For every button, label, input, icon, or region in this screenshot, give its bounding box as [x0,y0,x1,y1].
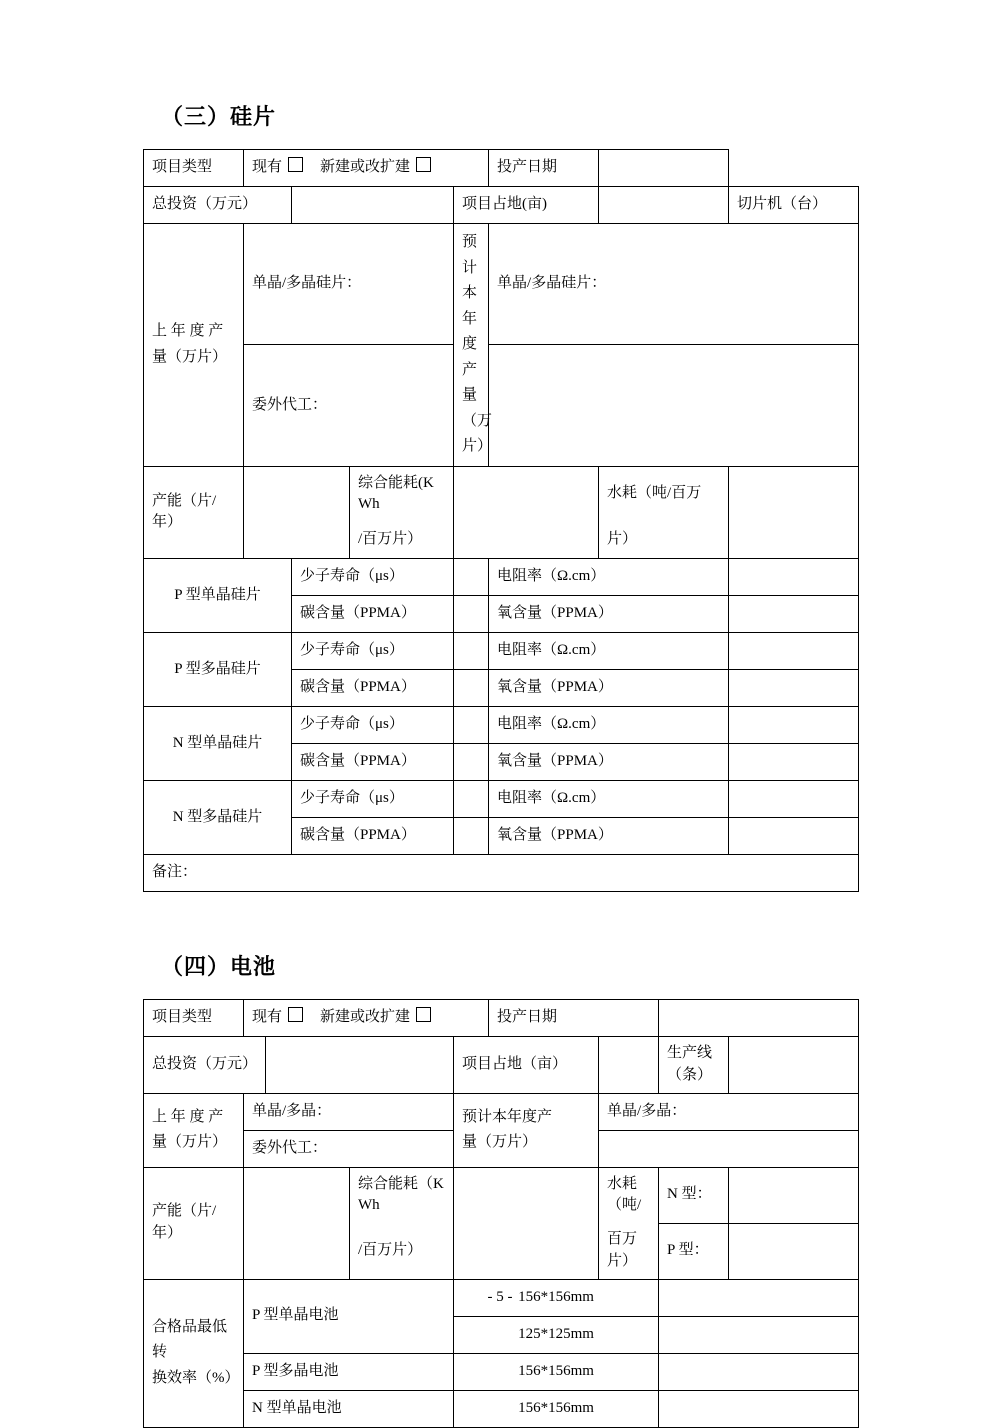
param-right-value[interactable] [729,744,859,781]
cell-type-name: P 型多晶电池 [244,1353,454,1390]
this-year-forecast-label [454,1093,599,1167]
forecast-line2: 量（万片） [462,387,493,454]
new-expand-label: 新建或改扩建 [320,159,411,176]
table-row [144,345,859,466]
last-year-output-line2: 量（万片） [152,348,228,365]
production-date-label: 投产日期 [489,150,599,187]
cell-value[interactable] [659,1353,859,1390]
new-expand-checkbox[interactable] [416,1007,431,1022]
table-row [144,150,859,187]
project-type-options[interactable] [244,150,489,187]
table-row [144,1000,859,1037]
forecast-line2: 量（万片） [462,1134,538,1150]
param-right-label: 氧含量（PPMA） [489,670,729,707]
table-row [144,224,859,345]
wafer-type-name: N 型单晶硅片 [144,707,292,781]
param-left-value[interactable] [454,633,489,670]
capacity-label: 产能（片/年） [144,466,244,559]
param-right-label: 氧含量（PPMA） [489,744,729,781]
param-left-label: 碳含量（PPMA） [292,596,454,633]
water-p-value[interactable] [729,1223,859,1279]
table-row [144,1390,859,1427]
water-label-line1: 水耗（吨/百万 [599,466,729,522]
energy-label-line1: 综合能耗（KWh [350,1167,454,1223]
table-row [144,1167,859,1223]
param-left-value[interactable] [454,670,489,707]
last-year-output-line2: 量（万片） [152,1134,228,1150]
existing-checkbox[interactable] [288,1007,303,1022]
energy-value[interactable] [454,466,599,559]
mono-poly-wafer-label[interactable]: 单晶/多晶硅片： [244,224,454,345]
project-type-label: 项目类型 [144,1000,244,1037]
table-row [144,1037,859,1094]
table-row [144,633,859,670]
energy-label-line2: /百万片） [350,1223,454,1279]
table-row [144,559,859,596]
water-label-line2: 片） [599,522,729,559]
project-type-label: 项目类型 [144,150,244,187]
line-value[interactable] [729,1037,859,1094]
land-label: 项目占地(亩) [454,187,599,224]
outsourcing-label[interactable]: 委外代工： [244,345,454,466]
forecast-line1: 预计本年度产 [462,1108,553,1125]
cell-form-table [143,999,859,1428]
efficiency-line2: 换效率（%） [152,1369,240,1386]
param-right-value[interactable] [729,633,859,670]
param-left-label: 少子寿命（μs） [292,559,454,596]
param-right-value[interactable] [729,596,859,633]
cell-size: 156*156mm [454,1390,659,1427]
wafer-form-table [143,149,859,892]
param-right-value[interactable] [729,670,859,707]
param-left-value[interactable] [454,596,489,633]
energy-label-line1: 综合能耗(KWh [350,466,454,522]
production-date-value[interactable] [659,1000,859,1037]
param-right-label: 电阻率（Ω.cm） [489,559,729,596]
production-date-value[interactable] [599,150,729,187]
capacity-value[interactable] [244,466,350,559]
note-label[interactable]: 备注： [144,855,859,892]
existing-label: 现有 [252,1009,283,1026]
this-year-forecast-label [454,224,493,467]
param-left-value[interactable] [454,818,489,855]
param-right-label: 氧含量（PPMA） [489,596,729,633]
table-row [144,1353,859,1390]
param-right-label: 电阻率（Ω.cm） [489,781,729,818]
page-number: - 5 - [487,1289,513,1305]
water-n-value[interactable] [729,1167,859,1223]
total-investment-value[interactable] [292,187,454,224]
mono-poly-label[interactable]: 单晶/多晶： [244,1093,454,1130]
table-row [144,466,859,522]
param-left-label: 少子寿命（μs） [292,707,454,744]
cell-type-name: N 型单晶电池 [244,1390,454,1427]
last-year-output-line1: 上 年 度 产 [152,323,224,340]
water-p-label: P 型： [659,1223,729,1279]
wafer-type-name: P 型多晶硅片 [144,633,292,707]
forecast-mono-poly-label[interactable]: 单晶/多晶硅片： [489,224,859,345]
capacity-label: 产能（片/年） [144,1167,244,1279]
outsourcing-label[interactable]: 委外代工： [244,1130,454,1167]
cell-size: 156*156mm [454,1279,659,1316]
param-left-label: 碳含量（PPMA） [292,744,454,781]
forecast-mono-poly-label[interactable]: 单晶/多晶： [599,1093,859,1130]
wafer-type-name: N 型多晶硅片 [144,781,292,855]
cell-value[interactable] [659,1390,859,1427]
total-investment-label: 总投资（万元） [144,1037,266,1094]
forecast-line1: 预计本年度产 [462,234,478,378]
table-row [144,781,859,818]
last-year-output-label [144,224,244,467]
land-label: 项目占地（亩） [454,1037,599,1094]
project-type-options[interactable] [244,1000,489,1037]
cell-size: 156*156mm [454,1353,659,1390]
cell-type-name: P 型单晶电池 [244,1279,454,1353]
table-row [144,707,859,744]
forecast-outsourcing-value[interactable] [599,1130,859,1167]
efficiency-line1: 合格品最低转 [152,1318,228,1361]
last-year-output-line1: 上 年 度 产 [152,1108,224,1125]
param-right-label: 电阻率（Ω.cm） [489,633,729,670]
land-value[interactable] [599,1037,659,1094]
energy-value[interactable] [454,1167,599,1279]
new-expand-checkbox[interactable] [416,157,431,172]
forecast-outsourcing-value[interactable] [489,345,859,466]
water-label-line2: 百万片） [599,1223,659,1279]
water-label-line1: 水耗（吨/ [599,1167,659,1223]
water-value[interactable] [729,466,859,559]
param-left-value[interactable] [454,559,489,596]
land-value[interactable] [599,187,729,224]
param-left-label: 少子寿命（μs） [292,633,454,670]
param-right-value[interactable] [729,818,859,855]
capacity-value[interactable] [244,1167,350,1279]
slicer-label: 切片机（台） [737,196,828,213]
page-content [143,100,858,1428]
cell-size: 125*125mm [454,1316,659,1353]
param-left-label: 少子寿命（μs） [292,781,454,818]
production-date-label: 投产日期 [489,1000,659,1037]
param-left-value[interactable] [454,781,489,818]
existing-label: 现有 [252,159,283,176]
energy-label-line2: /百万片） [350,522,454,559]
table-row [144,855,859,892]
param-left-label: 碳含量（PPMA） [292,818,454,855]
wafer-type-name: P 型单晶硅片 [144,559,292,633]
param-left-value[interactable] [454,707,489,744]
param-right-value[interactable] [729,707,859,744]
line-label: 生产线（条） [659,1037,729,1094]
total-investment-label: 总投资（万元） [144,187,292,224]
table-row [144,1093,859,1130]
slicer-cell [729,187,859,224]
param-left-value[interactable] [454,744,489,781]
new-expand-label: 新建或改扩建 [320,1009,411,1026]
table-row [144,187,859,224]
section-title-cell: （四）电池 [161,954,277,979]
total-investment-value[interactable] [266,1037,454,1094]
section-spacer [143,892,858,950]
existing-checkbox[interactable] [288,157,303,172]
param-right-label: 电阻率（Ω.cm） [489,707,729,744]
water-n-label: N 型： [659,1167,729,1223]
param-right-value[interactable] [729,781,859,818]
cell-value[interactable] [659,1316,859,1353]
param-right-label: 氧含量（PPMA） [489,818,729,855]
param-right-value[interactable] [729,559,859,596]
last-year-output-label [144,1093,244,1167]
section-title-wafer: （三）硅片 [161,104,277,129]
param-left-label: 碳含量（PPMA） [292,670,454,707]
